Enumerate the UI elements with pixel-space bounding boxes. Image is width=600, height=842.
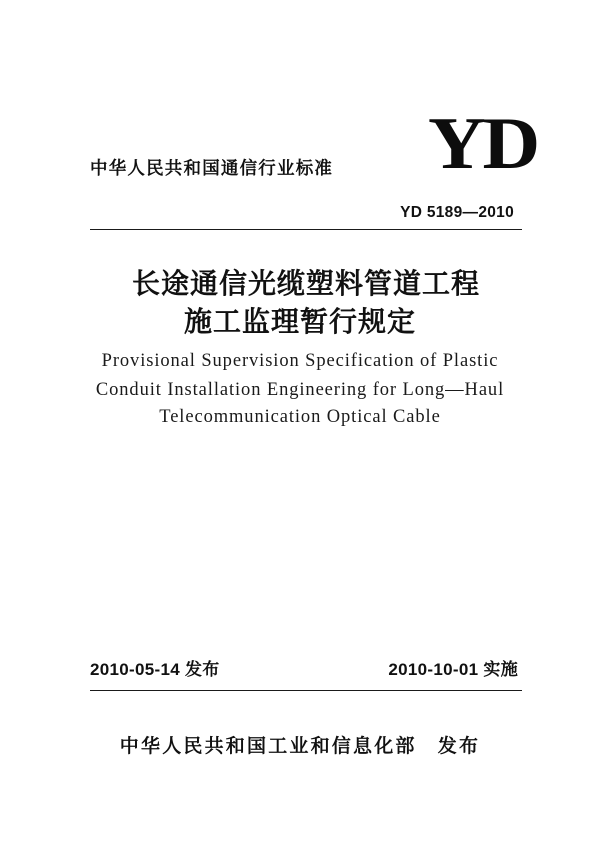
bottom-divider <box>90 690 522 691</box>
yd-logo: YD <box>428 103 537 185</box>
english-title-line-3: Telecommunication Optical Cable <box>159 407 441 427</box>
standard-category: 中华人民共和国通信行业标准 <box>90 159 334 179</box>
chinese-title-line-2: 施工监理暂行规定 <box>183 305 416 338</box>
english-title-line-1: Provisional Supervision Specification of Plastic <box>101 351 499 371</box>
chinese-title-line-1: 长途通信光缆塑料管道工程 <box>131 267 480 300</box>
issue-date: 2010-05-14 发布 <box>90 660 220 679</box>
implementation-date: 2010-10-01 实施 <box>388 660 518 679</box>
standard-number: YD 5189—2010 <box>400 204 514 221</box>
publisher: 中华人民共和国工业和信息化部 发布 <box>119 735 481 757</box>
top-divider <box>90 229 522 230</box>
english-title-line-2: Conduit Installation Engineering for Long—Haul <box>95 380 505 400</box>
